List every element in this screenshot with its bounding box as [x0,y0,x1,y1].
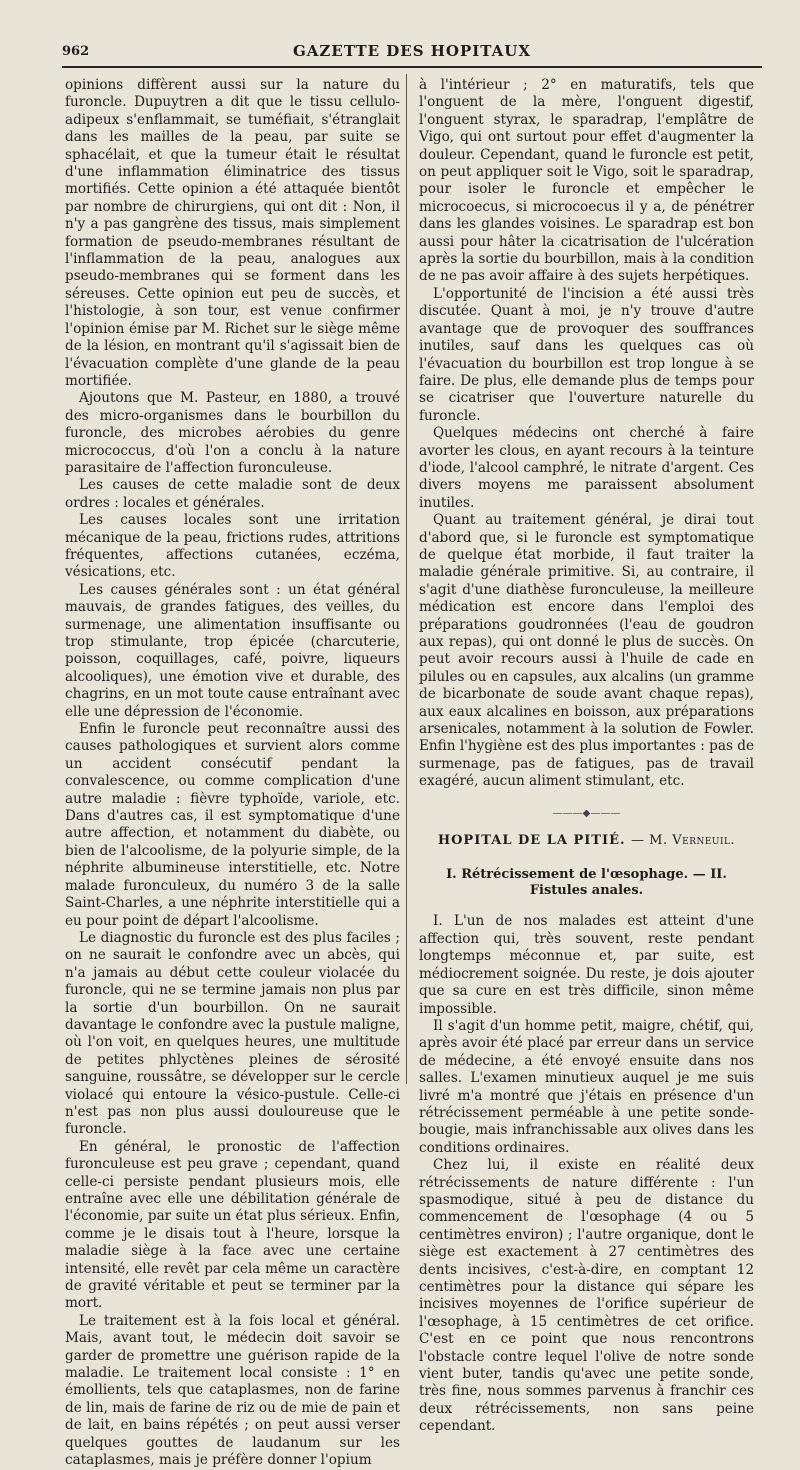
lecturer-name: — M. Verneuil. [631,833,736,849]
paragraph: à l'intérieur ; 2° en maturatifs, tels que l'onguent de la mère, l'onguent digestif, l'onguent styrax, le sparadrap, l'emplâtre de Vigo, qui ont surtout pour effet d'augmenter la douleur. Cependant, quand le furoncle est petit, on peut appliquer soit le Vigo, soit le sparadrap, pour isoler le furoncle et empêcher le microcoecus, si microcoecus il y a, de pénétrer dans les glandes voisines. Le sparadrap est bon aussi pour hâter la cicatrisation de l'ulcération après la sortie du bourbillon, mais à la condition de ne pas avoir affaire à des sujets herpétiques. [419,77,754,285]
paragraph: Les causes générales sont : un état général mauvais, de grandes fatigues, des veilles, du surmenage, une alimentation insuffisante ou trop stimulante, trop épicée (charcuterie, poisson, coquillages, café, poivre, liqueurs alcooliques), une émotion vive et durable, des chagrins, en un mot toute cause entraînant avec elle une dépression de l'économie. [65,581,400,720]
right-column [419,77,754,1436]
paragraph: Le diagnostic du furoncle est des plus faciles ; on ne saurait le confondre avec un abcès, qui n'a jamais au début cette couleur violacée du furoncle, qui ne se termine jamais non plus par la sortie d'un bourbillon. On ne saurait davantage le confondre avec la pustule maligne, où l'on voit, en quelques heures, une multitude de petites phlyctènes pleines de sérosité sanguine, roussâtre, se développer sur le cercle violacé qui entoure la vésico-pustule. Celle-ci n'est pas non plus aussi douloureuse que le furoncle. [65,929,400,1138]
hospital-name: HOPITAL DE LA PITIÉ. [437,833,626,849]
journal-title: GAZETTE DES HOPITAUX [292,42,531,60]
paragraph: Enfin le furoncle peut reconnaître aussi des causes pathologiques et survient alors comme un accident consécutif pendant la convalescence, ou comme complication d'une autre maladie : fièvre typhoïde, variole, etc. Dans d'autres cas, il est symptomatique d'une autre affection, et notamment du diabète, ou bien de l'alcoolisme, de la polyurie simple, de la néphrite albumineuse interstitielle, etc. Notre malade furonculeux, du numéro 3 de la salle Saint-Charles, a une néphrite interstitielle qui a eu pour point de départ l'alcoolisme. [65,721,400,929]
page-header [62,40,762,68]
paragraph: Ajoutons que M. Pasteur, en 1880, a trouvé des micro-organismes dans le bourbillon du furoncle, des microbes aérobies du genre micrococcus, d'où l'on a conclu à la nature parasitaire de l'affection furonculeuse. [65,390,400,476]
paragraph: opinions diffèrent aussi sur la nature du furoncle. Dupuytren a dit que le tissu cellulo-adipeux s'enflammait, se tuméfiait, s'étranglait dans les mailles de la peau, par suite se sphacélait, et que la tumeur était le résultat d'une inflammation éliminatrice des tissus mortifiés. Cette opinion a été attaquée bientôt par nombre de chirurgiens, qui ont dit : Non, il n'y a pas gangrène des tissus, mais simplement formation de pseudo-membranes résultant de l'inflammation de la peau, analogues aux pseudo-membranes qui se forment dans les séreuses. Cette opinion eut peu de succès, et l'histologie, à son tour, est venue confirmer l'opinion émise par M. Richet sur le siège même de la lésion, en montrant qu'il s'agissait bien de l'évacuation complète d'une glande de la peau mortifiée. [65,77,400,389]
paragraph: L'opportunité de l'incision a été aussi très discutée. Quant à moi, je n'y trouve d'autre avantage que de provoquer des souffrances inutiles, sauf dans les quelques cas où l'évacuation du bourbillon est trop longue à se faire. De plus, elle demande plus de temps pour se cicatriser que l'ouverture naturelle du furoncle. [419,285,754,424]
lecture-subheading: I. Rétrécissement de l'œsophage. — II. Fistules anales. [446,867,727,899]
section-divider: ———◆——— [552,807,621,819]
paragraph: Chez lui, il existe en réalité deux rétrécissements de nature différente : l'un spasmodique, situé à peu de distance du commencement de l'œsophage (4 ou 5 centimètres environ) ; l'autre organique, dont le siège est exactement à 27 centimètres des dents incisives, c'est-à-dire, en comptant 12 centimètres pour la distance qui sépare les incisives moyennes de l'orifice supérieur de l'œsophage, à 15 centimètres de cet orifice. C'est en ce point que nous rencontrons l'obstacle contre lequel l'olive de notre sonde vient buter, tandis qu'avec une petite sonde, très fine, nous sommes parvenus à franchir ces deux rétrécissements, non sans peine cependant. [419,1157,754,1435]
paragraph: Le traitement est à la fois local et général. Mais, avant tout, le médecin doit savoir se garder de promettre une guérison rapide de la maladie. Le traitement local consiste : 1° en émollients, tels que cataplasmes, non de farine de lin, mais de farine de riz ou de mie de pain et de lait, en bains répétés ; on peut aussi verser quelques gouttes de laudanum sur les cataplasmes, mais je préfère donner l'opium [65,1312,400,1469]
paragraph: Les causes de cette maladie sont de deux ordres : locales et générales. [65,477,400,511]
paragraph: Quant au traitement général, je dirai tout d'abord que, si le furoncle est symptomatique de quelque état morbide, il faut traiter la maladie générale primitive. Si, au contraire, il s'agit d'une diathèse furonculeuse, la meilleure médication est encore dans l'emploi des préparations goudronnées (l'eau de goudron aux repas), qui ont donné le plus de succès. On peut avoir recours aussi à l'huile de cade en pilules ou en capsules, aux alcalins (un gramme de bicarbonate de soude avant chaque repas), aux eaux alcalines en boisson, aux préparations arsenicales, notamment à la solution de Fowler. Enfin l'hygiène est des plus importantes : pas de surmenage, pas de fatigues, pas de travail exagéré, aucun aliment stimulant, etc. [419,512,755,790]
section-heading [419,832,754,849]
left-column [65,77,400,1470]
right-column-article-end [419,77,754,791]
paragraph: Les causes locales sont une irritation mécanique de la peau, frictions rudes, attritions fréquentes, affections cutanées, eczéma, vésications, etc. [65,512,400,581]
paragraph: En général, le pronostic de l'affection furonculeuse est peu grave ; cependant, quand celle-ci persiste pendant plusieurs mois, elle entraîne avec elle une débilitation générale de l'économie, par suite un état plus sérieux. Enfin, comme je le disais tout à l'heure, lorsque la maladie siège à la face avec une certaine intensité, elle revêt par cela même un caractère de gravité véritable et peut se terminer par la mort. [65,1138,400,1312]
paragraph: Quelques médecins ont cherché à faire avorter les clous, en ayant recours à la teinture d'iode, l'alcool camphré, le nitrate d'argent. Ces divers moyens me paraissent absolument inutiles. [419,425,754,511]
paragraph: I. L'un de nos malades est atteint d'une affection qui, très souvent, reste pendant longtemps méconnue et, par suite, est médiocrement soignée. Du reste, je dois ajouter que sa cure en est très difficile, sinon même impossible. [419,913,754,1017]
right-column-new-article [419,913,754,1435]
column-rule [406,74,407,1084]
paragraph: Il s'agit d'un homme petit, maigre, chétif, qui, après avoir été placé par erreur dans un service de médecine, a été envoyé ensuite dans nos salles. L'examen minutieux auquel je me suis livré m'a montré que j'étais en présence d'un rétrécissement perméable à une petite sonde-bougie, mais infranchissable aux olives dans les conditions ordinaires. [419,1017,754,1156]
page-number: 962 [62,44,90,59]
